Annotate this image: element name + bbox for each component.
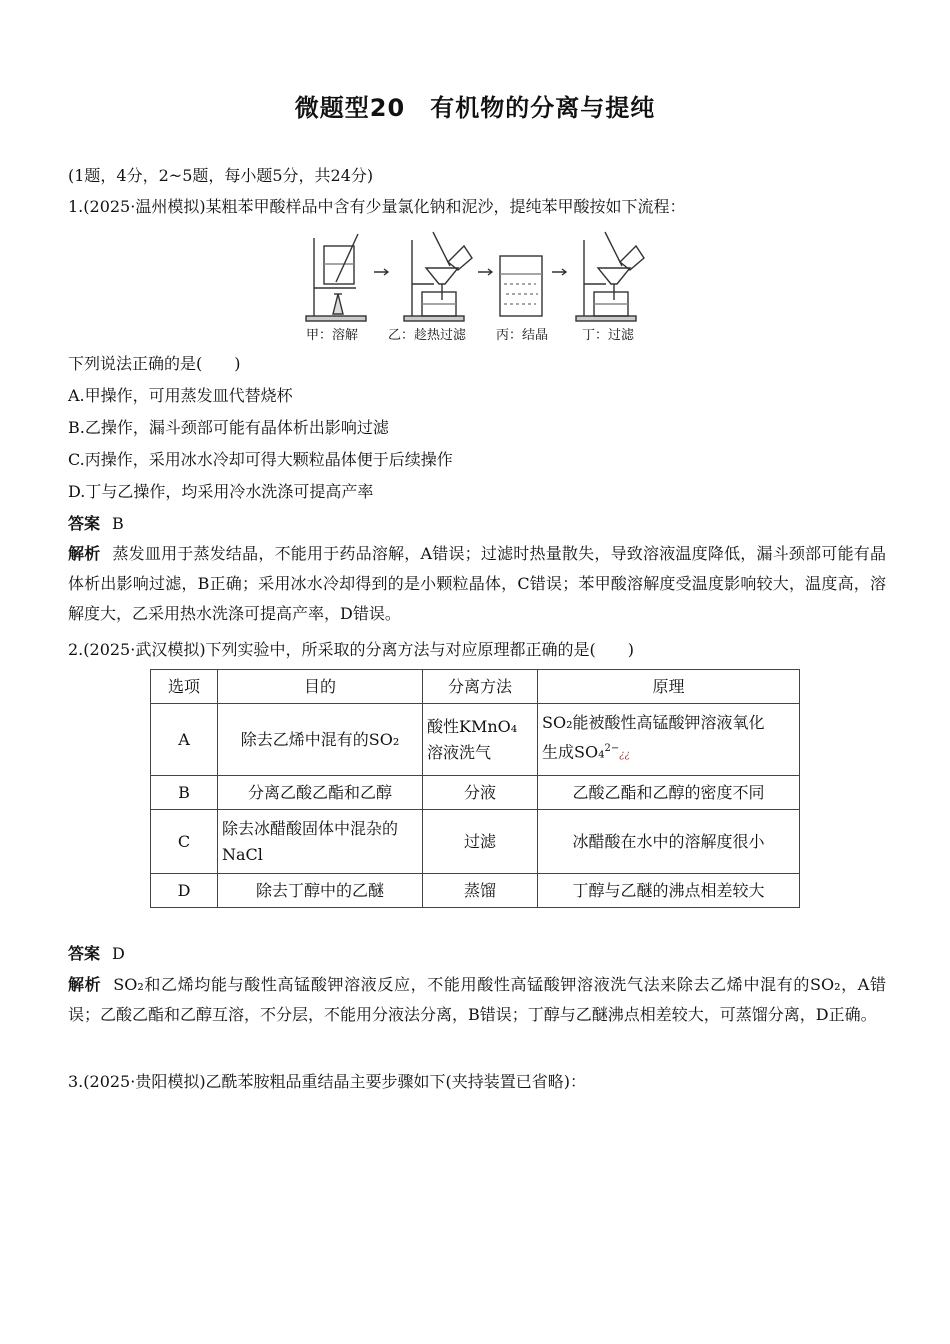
table-row	[151, 810, 800, 874]
analysis-text: SO₂和乙烯均能与酸性高锰酸钾溶液反应，不能用酸性高锰酸钾溶液洗气法来除去乙烯中混有的SO₂，A错误；乙酸乙酯和乙醇互溶，不分层，不能用分液法分离，B错误；丁醇与乙醚沸点相差较大，可蒸馏分离，D正确。	[68, 975, 886, 1024]
q2-analysis	[68, 970, 886, 1030]
question-2-stem: 2.(2025·武汉模拟)下列实验中，所采取的分离方法与对应原理都正确的是( )	[68, 640, 635, 659]
q1-analysis	[68, 539, 886, 629]
purpose-line: NaCl	[222, 844, 263, 864]
principle-cell: 冰醋酸在水中的溶解度很小	[538, 810, 800, 874]
option-a: A.甲操作，可用蒸发皿代替烧杯	[68, 386, 293, 405]
method-cell: 分液	[423, 776, 538, 810]
figure-label-crystallize: 丙：结晶	[496, 328, 549, 343]
option-c: C.丙操作，采用冰水冷却可得大颗粒晶体便于后续操作	[68, 450, 453, 469]
answer-label: 答案	[68, 944, 101, 963]
analysis-label: 解析	[68, 975, 102, 994]
answer-label: 答案	[68, 514, 101, 533]
crystallization-apparatus	[500, 256, 542, 316]
purpose-cell	[218, 810, 423, 874]
method-line: 溶液洗气	[427, 742, 492, 762]
header-cell: 分离方法	[423, 670, 538, 704]
principle-cell: 丁醇与乙醚的沸点相差较大	[538, 874, 800, 908]
analysis-text: 蒸发皿用于蒸发结晶，不能用于药品溶解，A错误；过滤时热量散失，导致溶液温度降低，漏斗颈部可能有晶体析出影响过滤，B正确；采用冰水冷却得到的是小颗粒晶体，C错误；苯甲酸溶解度受温度影响较大，温度高，溶解度大，乙采用热水洗涤可提高产率，D错误。	[68, 544, 886, 623]
table-row	[151, 704, 800, 776]
option-cell: B	[151, 776, 218, 810]
principle-cell	[538, 704, 800, 776]
hot-filtration-apparatus	[404, 232, 472, 321]
method-line: 酸性KMnO₄	[427, 716, 518, 736]
table-row	[151, 874, 800, 908]
principle-cell: 乙酸乙酯和乙醇的密度不同	[538, 776, 800, 810]
method-cell: 蒸馏	[423, 874, 538, 908]
principle-line: SO₂能被酸性高锰酸钾溶液氧化	[542, 713, 765, 733]
question-3-stem: 3.(2025·贵阳模拟)乙酰苯胺粗品重结晶主要步骤如下(夹持装置已省略)：	[68, 1072, 587, 1091]
page-title: 微题型20 有机物的分离与提纯	[294, 94, 656, 122]
table-header-row	[151, 670, 800, 704]
answer-value: B	[112, 514, 124, 533]
figure-label-hot-filter: 乙：趁热过滤	[388, 328, 467, 343]
purpose-cell: 除去丁醇中的乙醚	[218, 874, 423, 908]
table-row	[151, 776, 800, 810]
header-cell: 目的	[218, 670, 423, 704]
purpose-cell: 除去乙烯中混有的SO₂	[218, 704, 423, 776]
answer-value: D	[112, 944, 125, 963]
option-d: D.丁与乙操作，均采用冷水洗涤可提高产率	[68, 482, 374, 501]
q1-answer	[68, 514, 124, 534]
option-b: B.乙操作，漏斗颈部可能有晶体析出影响过滤	[68, 418, 389, 437]
option-cell: C	[151, 810, 218, 874]
question-1-prompt: 下列说法正确的是( )	[68, 354, 241, 373]
method-cell: 过滤	[423, 810, 538, 874]
q2-table	[150, 669, 800, 908]
option-cell: D	[151, 874, 218, 908]
option-cell: A	[151, 704, 218, 776]
purpose-line: 除去冰醋酸固体中混杂的	[222, 818, 399, 838]
filtration-apparatus	[576, 232, 644, 321]
principle-line: 生成SO₄	[542, 742, 605, 762]
question-1-stem: 1.(2025·温州模拟)某粗苯甲酸样品中含有少量氯化钠和泥沙，提纯苯甲酸按如下流程：	[68, 197, 686, 216]
q1-apparatus-figure	[300, 228, 660, 346]
score-note: (1题，4分，2~5题，每小题5分，共24分)	[68, 166, 374, 185]
figure-label-dissolve: 甲：溶解	[306, 328, 359, 343]
dissolve-apparatus	[306, 234, 366, 321]
stray-mark: ¿¿	[619, 749, 630, 761]
header-cell: 原理	[538, 670, 800, 704]
method-cell	[423, 704, 538, 776]
purpose-cell: 分离乙酸乙酯和乙醇	[218, 776, 423, 810]
charge-superscript: 2−	[604, 743, 620, 755]
q2-answer	[68, 944, 125, 964]
analysis-label: 解析	[68, 544, 101, 563]
figure-label-filter: 丁：过滤	[582, 328, 635, 343]
header-cell: 选项	[151, 670, 218, 704]
